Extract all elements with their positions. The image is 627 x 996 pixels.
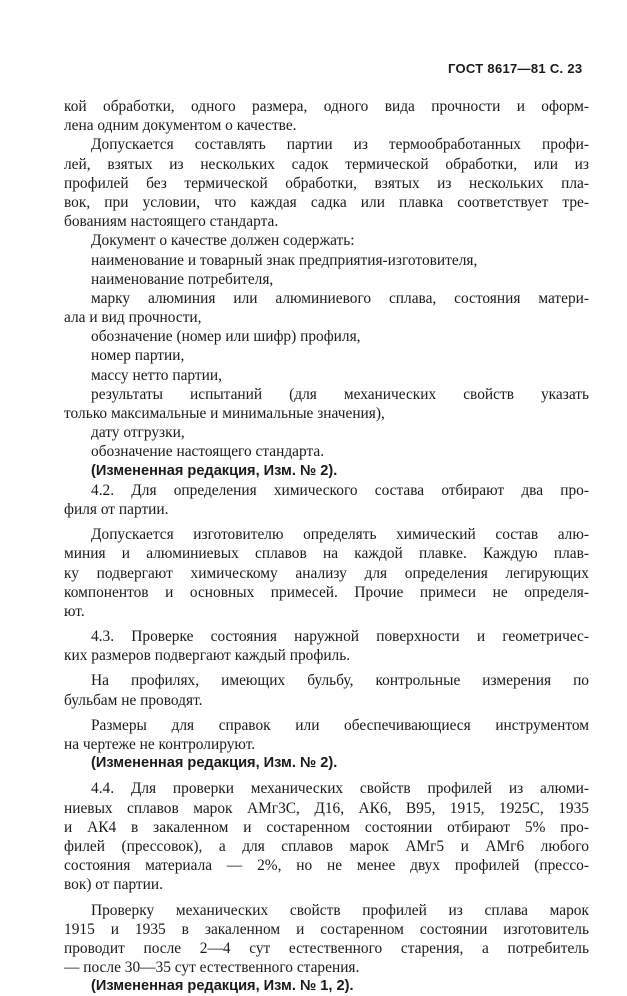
text-line: обозначение настоящего стандарта. — [91, 443, 325, 461]
section-4-4: 4.4. Для проверки механических свойств профилей из алюми- — [91, 780, 589, 798]
text-line: состояния материала — 2%, но не менее двух профилей (прессо- — [64, 857, 589, 875]
text-line: ниевых сплавов марок АМг3С, Д16, АК6, В95, 1915, 1925С, 1935 — [64, 799, 589, 817]
text-line: результаты испытаний (для механических свойств указать — [91, 385, 589, 403]
text-line: миния и алюминиевых сплавов на каждой плавке. Каждую плав- — [64, 545, 589, 563]
document-body — [64, 97, 589, 996]
text-line: Допускается составлять партии из термообработанных профи- — [91, 136, 589, 154]
text-line: кой обработки, одного размера, одного вида прочности и оформ- — [64, 98, 589, 115]
text-line: на чертеже не контролируют. — [64, 736, 256, 753]
text-line: ких размеров подвергают каждый профиль. — [64, 647, 351, 665]
text-line: 1915 и 1935 в закаленном и состаренном состоянии изготовитель — [64, 920, 589, 938]
text-line: филя от партии. — [64, 500, 169, 518]
text-line: профилей без термической обработки, взятых из нескольких пла- — [64, 174, 589, 192]
text-line: филей (прессовок), а для сплавов марок АМг5 и АМг6 любого — [64, 837, 589, 855]
text-line: только максимальные и минимальные значения), — [64, 405, 385, 422]
text-line: лей, взятых из нескольких садок термической обработки, или из — [64, 155, 589, 173]
text-line: — после 30—35 сут естественного старения. — [64, 959, 360, 977]
text-line: наименование потребителя, — [91, 270, 274, 288]
amendment-note: (Измененная редакция, Изм. № 1, 2). — [91, 978, 354, 995]
text-line: номер партии, — [91, 347, 185, 365]
text-line: наименование и товарный знак предприятия-изготовителя, — [91, 251, 478, 269]
text-line: обозначение (номер или шифр) профиля, — [91, 328, 361, 346]
text-line: Документ о качестве должен содержать: — [91, 232, 355, 250]
text-line: Проверку механических свойств профилей из сплава марок — [91, 901, 589, 919]
text-line: и АК4 в закаленном и состаренном состоянии отбирают 5% про- — [64, 818, 589, 836]
text-line: ку подвергают химическому анализу для определения легирующих — [64, 564, 589, 582]
text-line: лена одним документом о качестве. — [64, 117, 297, 135]
text-line: массу нетто партии, — [91, 366, 222, 384]
text-line: Размеры для справок или обеспечивающиеся инструментом — [91, 716, 589, 734]
amendment-note: (Измененная редакция, Изм. № 2). — [91, 462, 338, 479]
text-line: компонентов и основных примесей. Прочие примеси не определя- — [64, 583, 589, 601]
text-line: вок) от партии. — [64, 876, 163, 894]
section-4-2: 4.2. Для определения химического состава отбирают два про- — [91, 481, 589, 499]
text-line: На профилях, имеющих бульбу, контрольные измерения по — [91, 672, 589, 690]
amendment-note: (Измененная редакция, Изм. № 2). — [91, 755, 338, 772]
text-line: дату отгрузки, — [91, 424, 185, 442]
page-header: ГОСТ 8617—81 С. 23 — [448, 61, 583, 76]
text-line: ют. — [64, 602, 85, 620]
text-line: марку алюминия или алюминиевого сплава, состояния матери- — [91, 289, 589, 307]
section-4-3: 4.3. Проверке состояния наружной поверхности и геометричес- — [91, 628, 589, 646]
text-line: бульбам не проводят. — [64, 691, 203, 709]
text-line: ала и вид прочности, — [64, 309, 202, 327]
text-line: Допускается изготовителю определять химический состав алю- — [91, 526, 589, 544]
text-line: вок, при условии, что каждая садка или плавка соответствует тре- — [64, 193, 589, 211]
text-line: проводит после 2—4 сут естественного старения, а потребитель — [64, 939, 589, 957]
text-line: бованиям настоящего стандарта. — [64, 213, 279, 231]
